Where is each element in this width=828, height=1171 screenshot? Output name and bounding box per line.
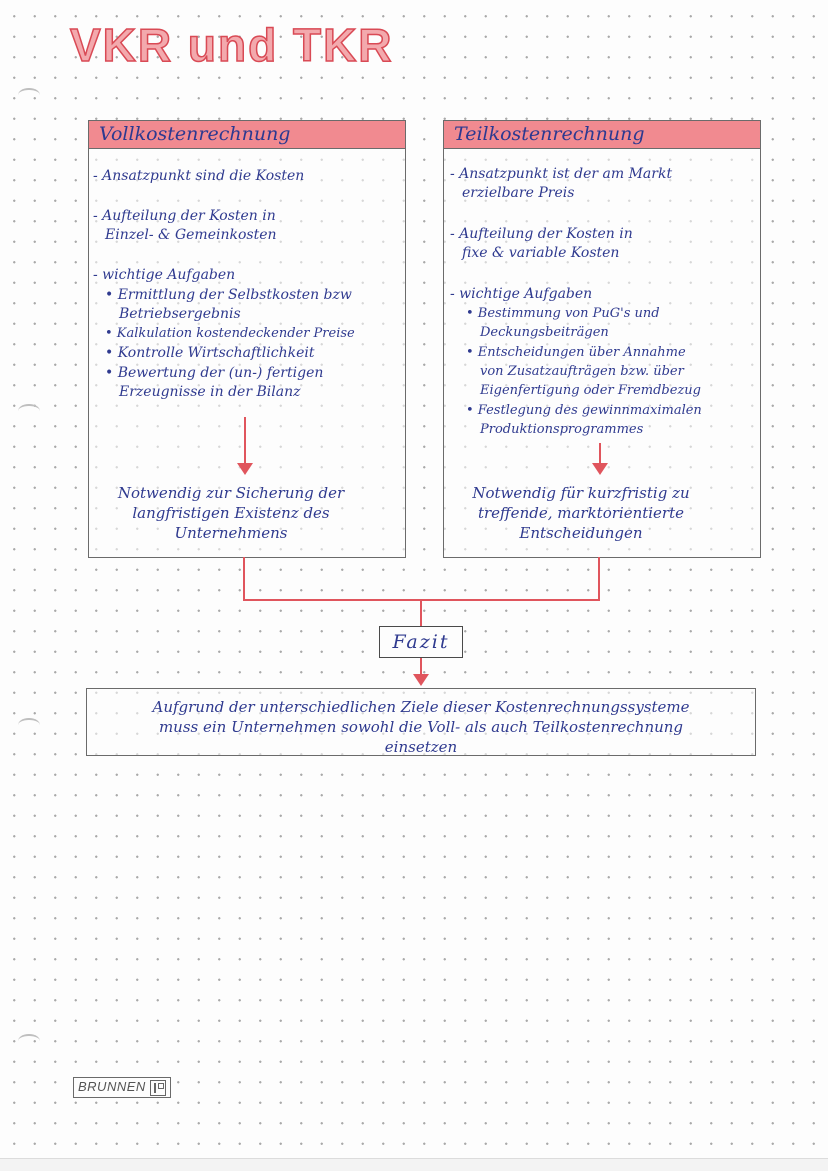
brand-mark-icon bbox=[150, 1080, 166, 1096]
left-item: • Bewertung der (un-) fertigen bbox=[105, 365, 324, 381]
left-item: - Ansatzpunkt sind die Kosten bbox=[93, 168, 305, 184]
brand-logo-text: BRUNNEN bbox=[78, 1079, 146, 1094]
connector-line bbox=[243, 557, 245, 601]
down-arrow bbox=[599, 443, 601, 465]
right-item: von Zusatzaufträgen bzw. über bbox=[480, 364, 684, 379]
right-conclusion bbox=[448, 483, 714, 543]
left-item: • Kontrolle Wirtschaftlichkeit bbox=[105, 345, 315, 361]
fazit-label: Fazit bbox=[379, 626, 463, 658]
right-item: • Bestimmung von PuG's und bbox=[466, 306, 660, 321]
arrow-head-icon bbox=[592, 463, 608, 475]
summary-line: muss ein Unternehmen sowohl die Voll- als auch Teilkostenrechnung bbox=[158, 718, 684, 736]
vollkosten-heading: Vollkostenrechnung bbox=[89, 121, 405, 149]
summary-box bbox=[86, 688, 756, 756]
connector-line bbox=[598, 557, 600, 601]
right-item: Eigenfertigung oder Fremdbezug bbox=[480, 383, 701, 398]
right-item: fixe & variable Kosten bbox=[462, 245, 620, 261]
page-edge bbox=[0, 1158, 828, 1171]
left-item: - Aufteilung der Kosten in bbox=[93, 208, 276, 224]
punch-hole bbox=[18, 404, 40, 418]
teilkosten-heading: Teilkostenrechnung bbox=[444, 121, 760, 149]
teilkosten-box bbox=[443, 120, 761, 558]
left-conclusion-line: langfristigen Existenz des bbox=[132, 504, 330, 522]
right-item: Produktionsprogrammes bbox=[480, 422, 644, 437]
connector-line bbox=[420, 600, 422, 626]
left-item: • Kalkulation kostendeckender Preise bbox=[105, 326, 355, 341]
right-item: erzielbare Preis bbox=[462, 185, 575, 201]
vollkosten-box bbox=[88, 120, 406, 558]
summary-line: einsetzen bbox=[384, 738, 458, 756]
left-item: - wichtige Aufgaben bbox=[93, 267, 236, 283]
left-conclusion-line: Unternehmens bbox=[174, 524, 288, 542]
arrow-head-icon bbox=[237, 463, 253, 475]
right-conclusion-line: treffende, marktorientierte bbox=[477, 504, 685, 522]
left-item: Erzeugnisse in der Bilanz bbox=[119, 384, 301, 400]
left-item: Einzel- & Gemeinkosten bbox=[105, 227, 277, 243]
right-item: • Entscheidungen über Annahme bbox=[466, 345, 686, 360]
left-conclusion bbox=[93, 483, 369, 543]
page-title: VKR und TKR bbox=[70, 19, 394, 71]
right-item: - Ansatzpunkt ist der am Markt bbox=[450, 166, 673, 182]
left-item: Betriebsergebnis bbox=[119, 306, 241, 322]
arrow-head-icon bbox=[413, 674, 429, 686]
down-arrow bbox=[244, 417, 246, 465]
right-item: - Aufteilung der Kosten in bbox=[450, 226, 633, 242]
punch-hole bbox=[18, 88, 40, 102]
right-conclusion-line: Notwendig für kurzfristig zu bbox=[472, 484, 690, 502]
summary-line: Aufgrund der unterschiedlichen Ziele dieser Kostenrechnungssysteme bbox=[152, 698, 690, 716]
right-item: - wichtige Aufgaben bbox=[450, 286, 593, 302]
left-item: • Ermittlung der Selbstkosten bzw bbox=[105, 287, 352, 303]
right-item: • Festlegung des gewinnmaximalen bbox=[466, 403, 702, 418]
right-item: Deckungsbeiträgen bbox=[480, 325, 609, 340]
right-conclusion-line: Entscheidungen bbox=[519, 524, 643, 542]
brand-logo bbox=[73, 1077, 171, 1098]
left-conclusion-line: Notwendig zur Sicherung der bbox=[117, 484, 345, 502]
punch-hole bbox=[18, 718, 40, 732]
punch-hole bbox=[18, 1034, 40, 1048]
